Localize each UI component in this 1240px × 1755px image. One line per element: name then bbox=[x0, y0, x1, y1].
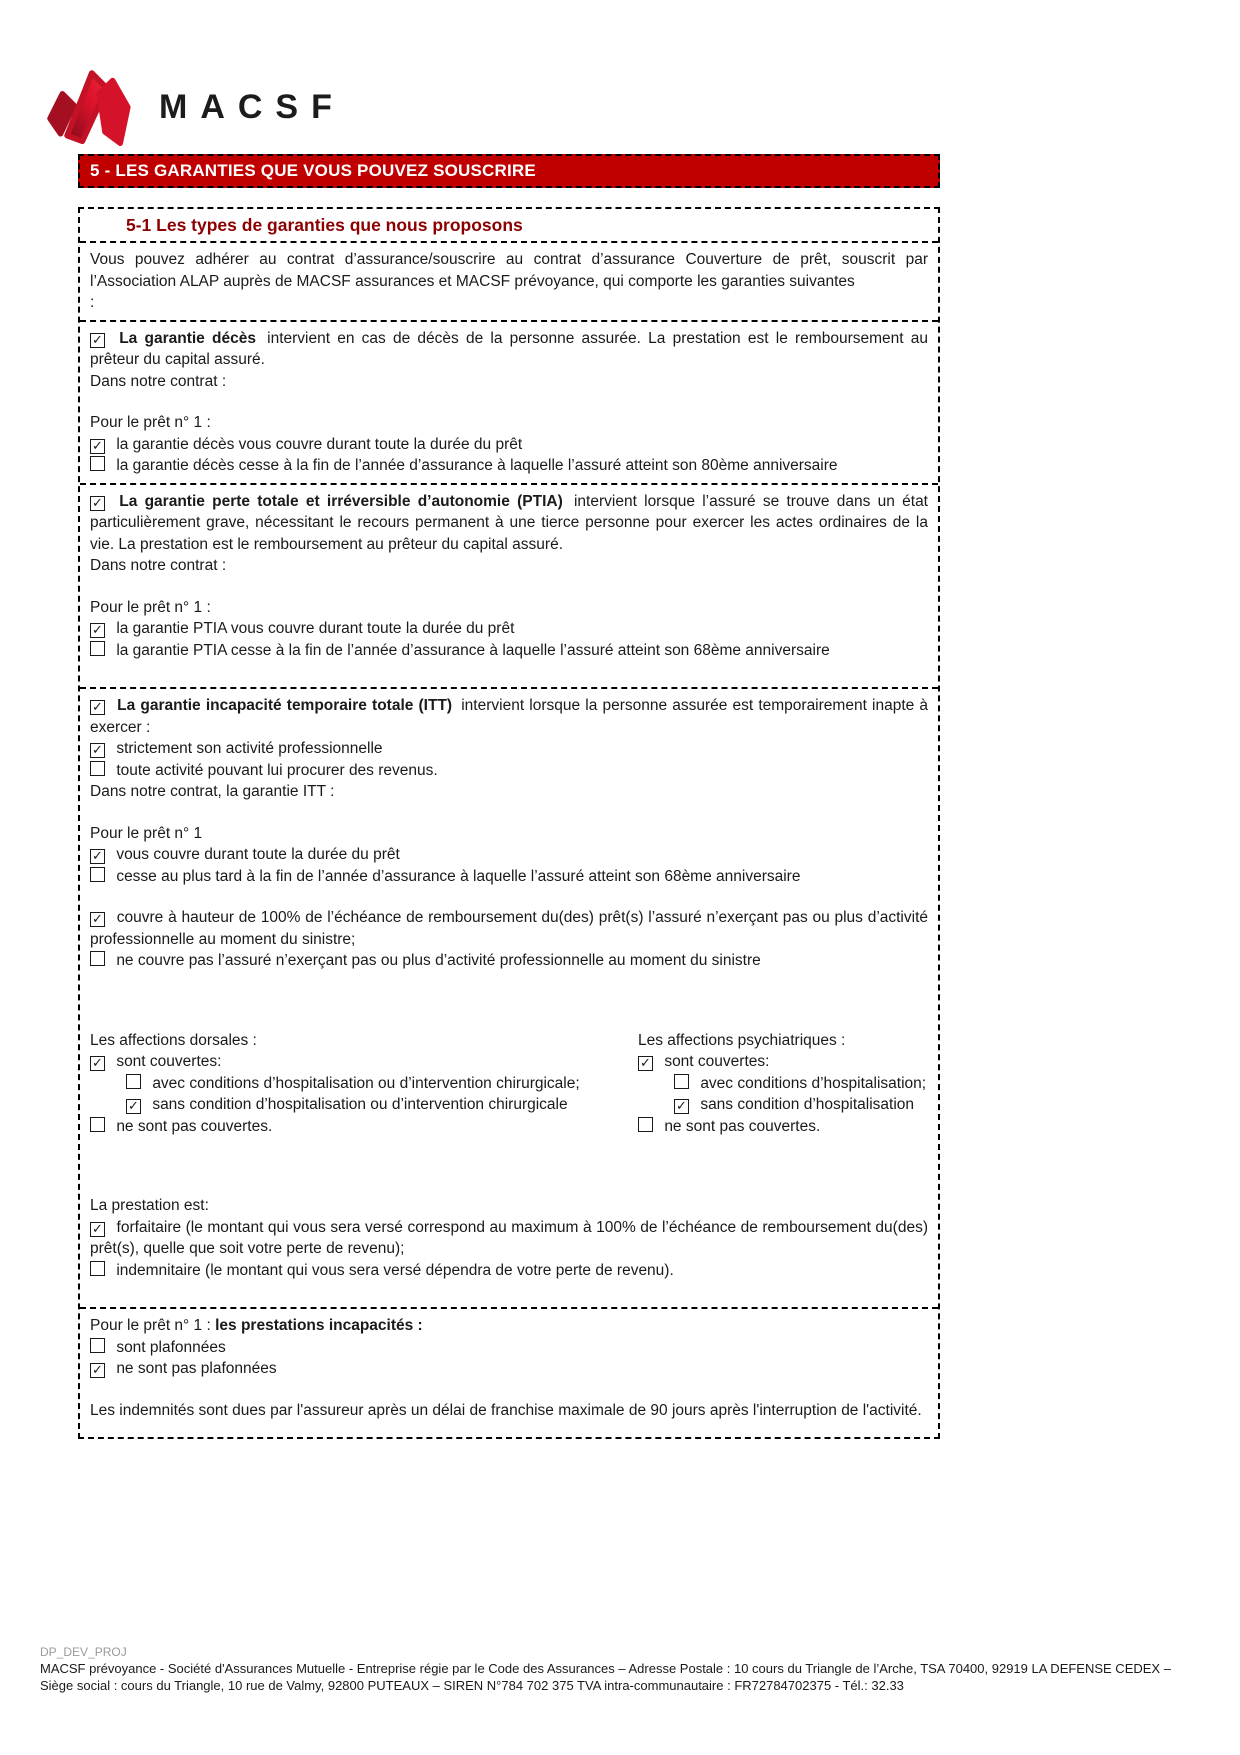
checkbox-option bbox=[90, 1260, 928, 1282]
prestation-label: La prestation est: bbox=[90, 1197, 209, 1214]
option-label: sont couvertes: bbox=[116, 1053, 222, 1070]
option-label: forfaitaire (le montant qui vous sera versé correspond au maximum à 100% de l’échéance de remboursement du(des) prêt(s), quelle que soit votre perte de revenu); bbox=[90, 1218, 928, 1257]
option-label: ne couvre pas l’assuré n’exerçant pas ou plus d’activité professionnelle au moment du sinistre bbox=[116, 952, 761, 969]
contract-intro: Dans notre contrat, la garantie ITT : bbox=[90, 783, 335, 800]
checkbox-option bbox=[90, 1217, 928, 1260]
checkbox-option bbox=[90, 760, 928, 782]
section-banner bbox=[78, 154, 940, 188]
checkbox-option bbox=[90, 950, 928, 972]
affections-dorsales-title: Les affections dorsales : bbox=[90, 1031, 257, 1049]
option-label: sans condition d’hospitalisation bbox=[700, 1096, 915, 1113]
checkbox-option bbox=[638, 1051, 928, 1073]
option-label: avec conditions d’hospitalisation ou d’intervention chirurgicale; bbox=[152, 1074, 580, 1092]
checkbox-dorsales-non-couvertes[interactable] bbox=[90, 1117, 105, 1132]
checkbox-option bbox=[90, 434, 928, 456]
option-label: sans condition d’hospitalisation ou d’intervention chirurgicale bbox=[152, 1096, 568, 1113]
option-label: la garantie décès vous couvre durant toute la durée du prêt bbox=[116, 435, 523, 453]
garantie-ptia-desc: intervient lorsque l’assuré se trouve dans un état particulièrement grave, nécessitant le recours permanent à une tierce personne pour exercer les actes ordinaires de la vie. La prestation est le remboursement au prêteur du capital assuré. bbox=[90, 492, 928, 553]
macsf-logo bbox=[40, 56, 345, 153]
checkbox-itt-duree[interactable]: ✓ bbox=[90, 849, 105, 864]
option-label: vous couvre durant toute la durée du prêt bbox=[116, 846, 400, 863]
checkbox-option bbox=[90, 907, 928, 950]
checkbox-garantie-deces[interactable]: ✓ bbox=[90, 333, 105, 348]
prestations-incapacites-section bbox=[80, 1309, 938, 1427]
garantie-ptia-section bbox=[80, 485, 938, 690]
spacer bbox=[90, 577, 928, 597]
garantie-deces-intro bbox=[90, 328, 928, 371]
contract-intro: Dans notre contrat : bbox=[90, 557, 227, 574]
option-label: la garantie PTIA vous couvre durant toute la durée du prêt bbox=[116, 620, 515, 637]
franchise-note: Les indemnités sont dues par l'assureur après un délai de franchise maximale de 90 jours après l'interruption de l'activité. bbox=[90, 1401, 922, 1419]
option-label: strictement son activité professionnelle bbox=[116, 740, 383, 757]
option-label: toute activité pouvant lui procurer des revenus. bbox=[116, 761, 438, 779]
checkbox-deces-80ans[interactable] bbox=[90, 456, 105, 471]
legal-text: MACSF prévoyance - Société d'Assurances Mutuelle - Entreprise régie par le Code des Assurances – Adresse Postale : 10 cours du Triangle de l’Arche, TSA 70400, 92919 LA DEFENSE CEDEX – Siège social : cours du Triangle, 10 rue de Valmy, 92800 PUTEAUX – SIREN N°784 702 375 TVA intra-communautaire : FR72784702375 - Tél.: 32.33 bbox=[40, 1661, 1171, 1693]
checkbox-option bbox=[90, 866, 928, 888]
checkbox-option bbox=[90, 640, 928, 662]
checkbox-itt-ne-couvre-pas[interactable] bbox=[90, 951, 105, 966]
checkbox-itt-couvre-100[interactable]: ✓ bbox=[90, 912, 105, 927]
contract-intro: Dans notre contrat : bbox=[90, 372, 227, 390]
checkbox-ptia-68ans[interactable] bbox=[90, 641, 105, 656]
affections-columns bbox=[90, 1030, 928, 1138]
incapacites-heading bbox=[90, 1315, 928, 1337]
checkbox-dorsales-avec-conditions[interactable] bbox=[126, 1074, 141, 1089]
checkbox-option bbox=[90, 618, 928, 640]
option-label: ne sont pas couvertes. bbox=[116, 1117, 273, 1135]
guarantees-box bbox=[78, 207, 940, 1439]
option-label: la garantie décès cesse à la fin de l’année d’assurance à laquelle l’assuré atteint son 80ème anniversaire bbox=[116, 457, 838, 474]
spacer bbox=[90, 887, 928, 907]
page-footer bbox=[40, 1644, 1206, 1694]
garantie-deces-desc: intervient en cas de décès de la personne assurée. La prestation est le remboursement au prêteur du capital assuré. bbox=[90, 329, 928, 368]
spacer bbox=[90, 803, 928, 823]
checkbox-option bbox=[90, 1116, 638, 1138]
subsection-title: 5-1 Les types de garanties que nous proposons bbox=[80, 209, 938, 243]
option-label: indemnitaire (le montant qui vous sera versé dépendra de votre perte de revenu). bbox=[116, 1261, 674, 1279]
checkbox-psy-couvertes[interactable]: ✓ bbox=[638, 1056, 653, 1071]
loan-label: Pour le prêt n° 1 : bbox=[90, 414, 211, 431]
garantie-itt-title: La garantie incapacité temporaire totale (ITT) bbox=[117, 697, 453, 714]
intro-paragraph: Vous pouvez adhérer au contrat d’assurance/souscrire au contrat d’assurance Couverture de prêt, souscrit par l’Association ALAP auprès de MACSF assurances et MACSF prévoyance, qui comporte les garanties suivantes bbox=[90, 251, 928, 290]
checkbox-itt-activite-pro[interactable]: ✓ bbox=[90, 743, 105, 758]
document-reference: DP_DEV_PROJ bbox=[40, 1645, 127, 1659]
garantie-itt-desc: intervient lorsque la personne assurée est temporairement inapte à exercer : bbox=[90, 697, 929, 736]
garantie-itt-section bbox=[80, 689, 938, 1309]
checkbox-option bbox=[90, 1094, 638, 1116]
checkbox-option bbox=[90, 1051, 638, 1073]
incapacites-title: les prestations incapacités : bbox=[215, 1317, 423, 1334]
option-label: ne sont pas plafonnées bbox=[116, 1360, 277, 1377]
loan-label: Pour le prêt n° 1 : bbox=[90, 598, 211, 616]
spacer bbox=[90, 972, 928, 1030]
intro-colon: : bbox=[90, 294, 95, 311]
loan-label: Pour le prêt n° 1 bbox=[90, 824, 203, 842]
checkbox-option bbox=[90, 455, 928, 477]
checkbox-garantie-itt[interactable]: ✓ bbox=[90, 700, 105, 715]
checkbox-itt-68ans[interactable] bbox=[90, 867, 105, 882]
spacer bbox=[90, 661, 928, 681]
checkbox-non-plafonnees[interactable]: ✓ bbox=[90, 1363, 105, 1378]
checkbox-option bbox=[90, 1358, 928, 1380]
macsf-logo-icon bbox=[40, 56, 135, 153]
garantie-itt-intro bbox=[90, 695, 928, 738]
checkbox-option bbox=[90, 844, 928, 866]
option-label: couvre à hauteur de 100% de l’échéance de remboursement du(des) prêt(s) l’assuré n’exerçant pas ou plus d’activité professionnelle au moment du sinistre; bbox=[90, 909, 928, 948]
logo-text: MACSF bbox=[159, 87, 345, 126]
checkbox-garantie-ptia[interactable]: ✓ bbox=[90, 496, 105, 511]
checkbox-psy-avec-conditions[interactable] bbox=[674, 1074, 689, 1089]
checkbox-option bbox=[638, 1094, 928, 1116]
checkbox-ptia-duree[interactable]: ✓ bbox=[90, 623, 105, 638]
garantie-deces-section bbox=[80, 322, 938, 485]
checkbox-itt-toute-activite[interactable] bbox=[90, 761, 105, 776]
checkbox-psy-non-couvertes[interactable] bbox=[638, 1117, 653, 1132]
checkbox-option bbox=[638, 1116, 928, 1138]
option-label: sont plafonnées bbox=[116, 1338, 226, 1356]
checkbox-prestation-forfaitaire[interactable]: ✓ bbox=[90, 1222, 105, 1237]
garantie-ptia-intro bbox=[90, 491, 928, 556]
intro-section bbox=[80, 243, 938, 322]
spacer bbox=[90, 1281, 928, 1301]
affections-psychiatriques bbox=[638, 1030, 928, 1138]
checkbox-option bbox=[638, 1073, 928, 1095]
spacer bbox=[90, 1137, 928, 1195]
option-label: la garantie PTIA cesse à la fin de l’année d’assurance à laquelle l’assuré atteint son 68ème anniversaire bbox=[116, 641, 830, 659]
checkbox-plafonnees[interactable] bbox=[90, 1338, 105, 1353]
spacer bbox=[90, 392, 928, 412]
checkbox-prestation-indemnitaire[interactable] bbox=[90, 1261, 105, 1276]
loan-label: Pour le prêt n° 1 : bbox=[90, 1317, 211, 1334]
checkbox-option bbox=[90, 1073, 638, 1095]
garantie-ptia-title: La garantie perte totale et irréversible d’autonomie (PTIA) bbox=[119, 492, 563, 510]
banner-title: 5 - LES GARANTIES QUE VOUS POUVEZ SOUSCRIRE bbox=[90, 161, 536, 180]
checkbox-option bbox=[90, 738, 928, 760]
option-label: avec conditions d’hospitalisation; bbox=[700, 1074, 927, 1092]
checkbox-deces-duree[interactable]: ✓ bbox=[90, 439, 105, 454]
option-label: cesse au plus tard à la fin de l’année d’assurance à laquelle l’assuré atteint son 68ème anniversaire bbox=[116, 867, 801, 885]
affections-psychiatriques-title: Les affections psychiatriques : bbox=[638, 1031, 846, 1049]
garantie-deces-title: La garantie décès bbox=[119, 329, 256, 347]
checkbox-dorsales-couvertes[interactable]: ✓ bbox=[90, 1056, 105, 1071]
checkbox-dorsales-sans-condition[interactable]: ✓ bbox=[126, 1099, 141, 1114]
checkbox-option bbox=[90, 1337, 928, 1359]
affections-dorsales bbox=[90, 1030, 638, 1138]
spacer bbox=[90, 1380, 928, 1400]
checkbox-psy-sans-condition[interactable]: ✓ bbox=[674, 1099, 689, 1114]
option-label: ne sont pas couvertes. bbox=[664, 1117, 821, 1135]
option-label: sont couvertes: bbox=[664, 1053, 770, 1070]
